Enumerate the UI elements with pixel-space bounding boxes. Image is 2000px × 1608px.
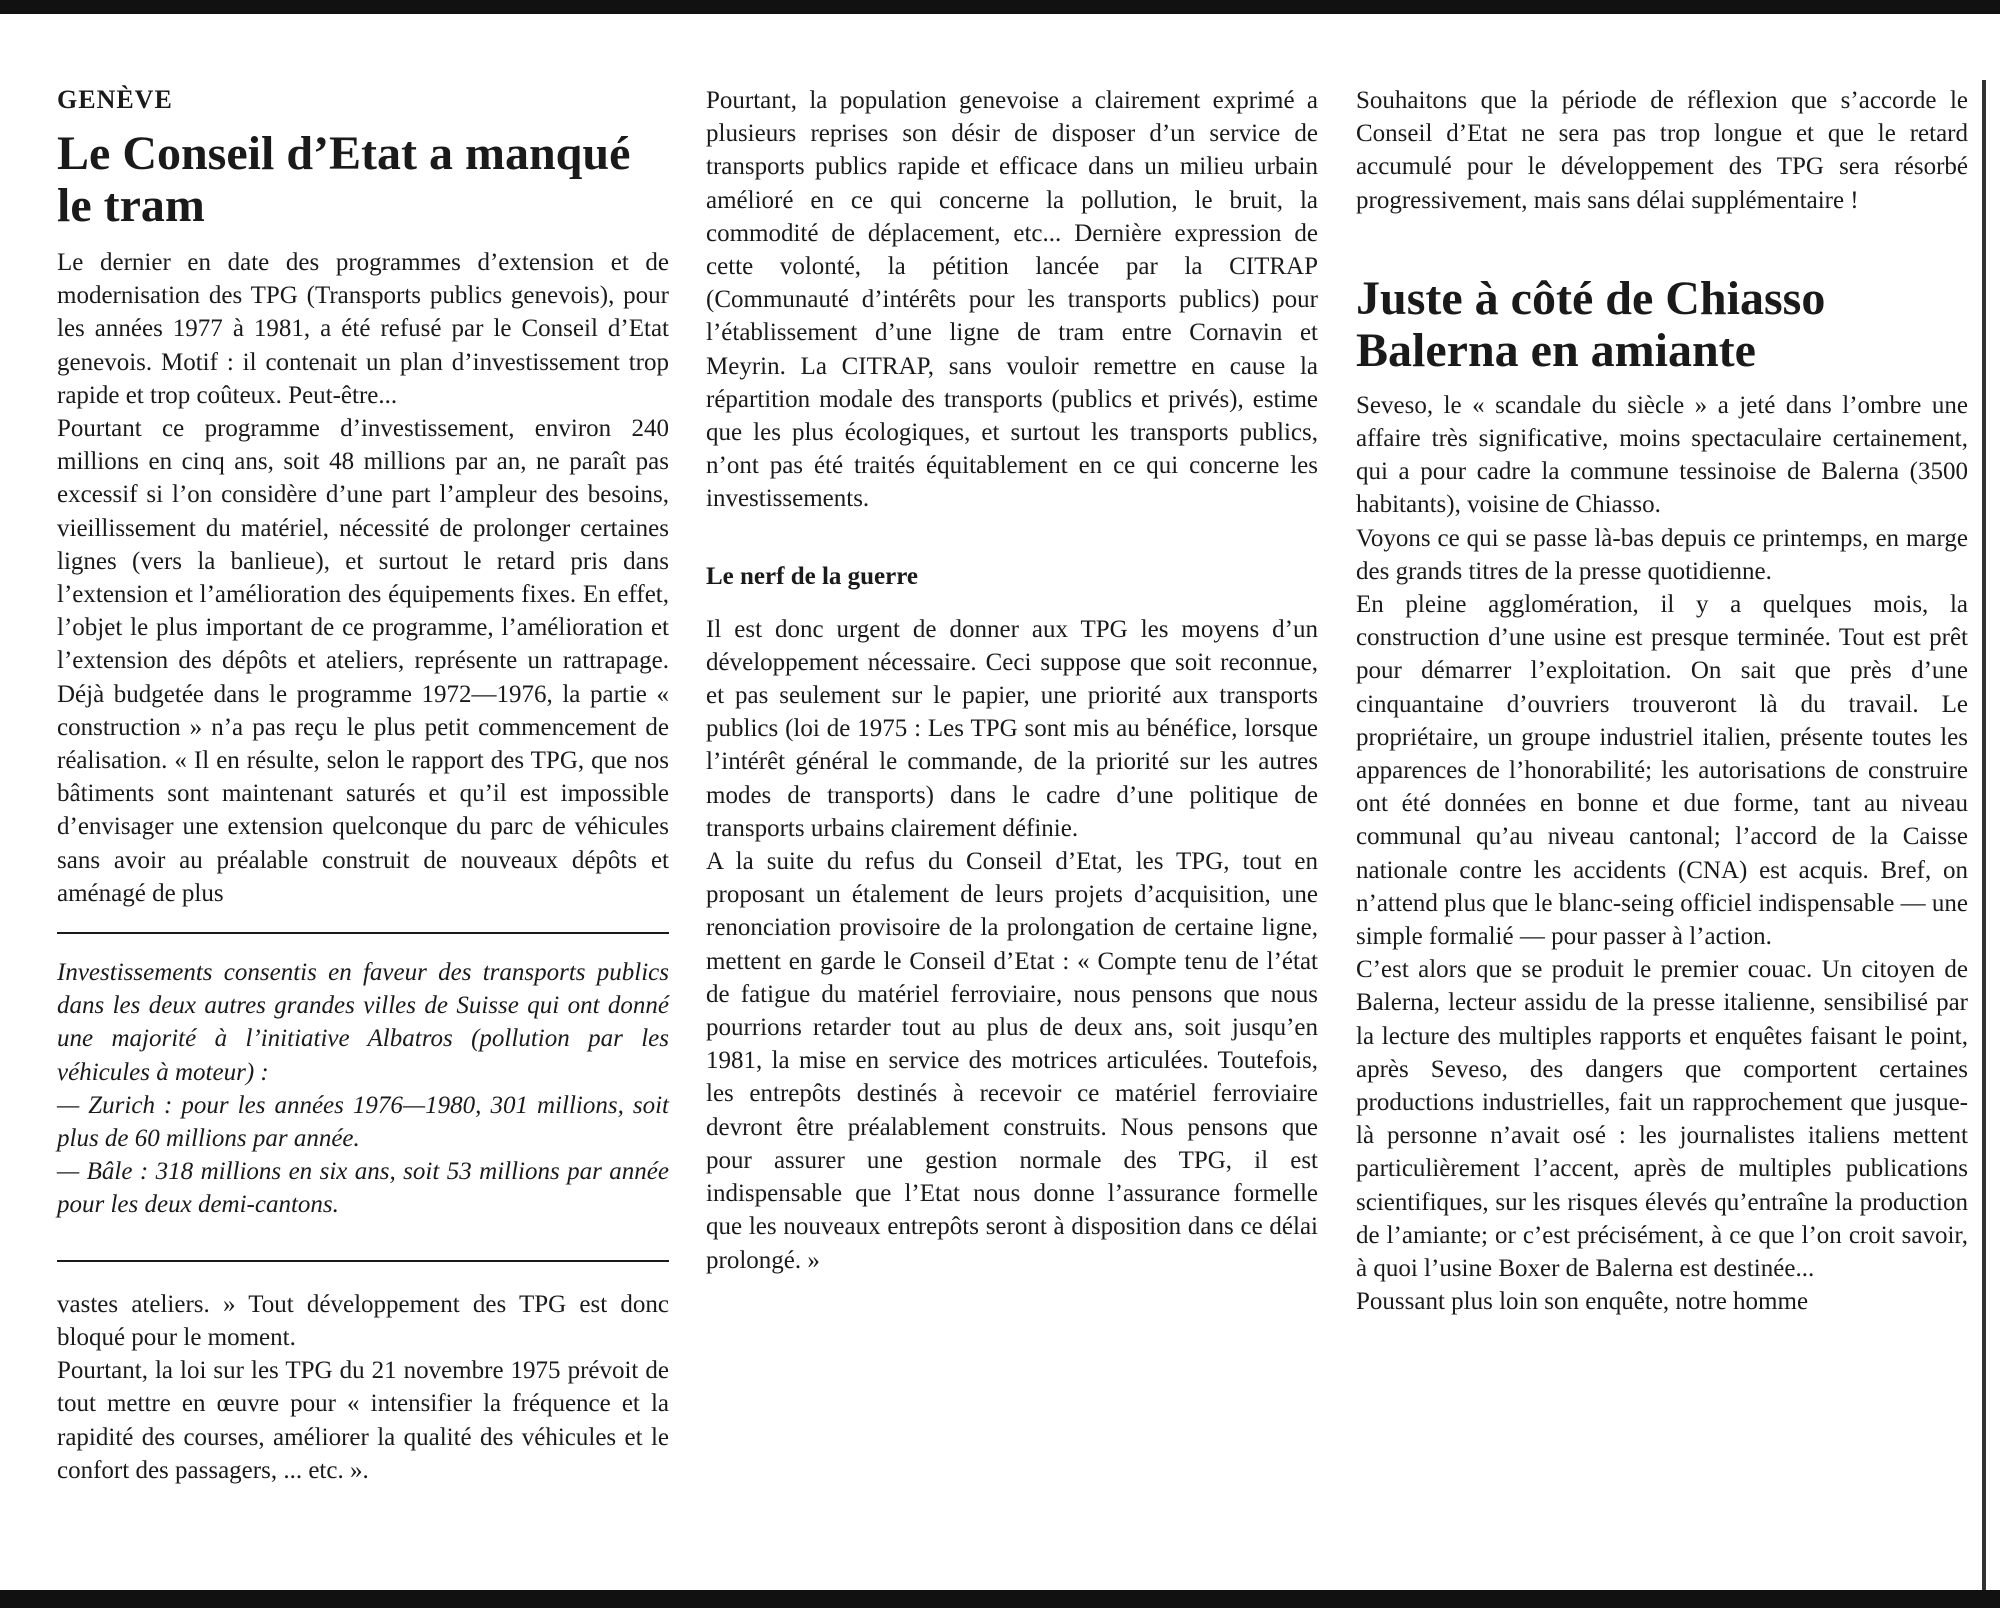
box-bale: — Bâle : 318 millions en six ans, soit 53 millions par année pour les deux demi-cantons.: [57, 1158, 669, 1219]
paragraph-6: Il est donc urgent de donner aux TPG les moyens d’un développement nécessaire. Ceci suppose que soit reconnue, et pas seulement sur le papier, une priorité aux transports publics (loi de 1975 : Les TPG sont mis au bénéfice, lorsque l’intérêt général le commande, de la priorité sur les autres modes de transports) dans le cadre d’une politique de transports urbains clairement définie.: [706, 615, 1318, 842]
paragraph-3: vastes ateliers. » Tout développement des TPG est donc bloqué pour le moment.: [57, 1290, 669, 1351]
article-kicker: GENÈVE: [57, 85, 173, 114]
investment-box: [57, 956, 669, 1222]
column-2: [706, 84, 1318, 1277]
article-headline: Le Conseil d’Etat a manqué le tram: [57, 127, 631, 232]
section-subhead: Le nerf de la guerre: [706, 562, 918, 590]
article2-paragraph-1: Seveso, le « scandale du siècle » a jeté dans l’ombre une affaire très significative, moins spectaculaire certainement, qui a pour cadre la commune tessinoise de Balerna (3500 habitants), voisine de Chiasso.: [1356, 391, 1968, 519]
box-zurich: — Zurich : pour les années 1976—1980, 301 millions, soit plus de 60 millions par année.: [57, 1091, 669, 1153]
paragraph-8: Souhaitons que la période de réflexion que s’accorde le Conseil d’Etat ne sera pas trop longue et que le retard accumulé pour le développement des TPG sera résorbé progressivement, mais sans délai supplémentaire !: [1356, 87, 1968, 214]
box-rule-top: [57, 932, 669, 934]
paragraph-7: A la suite du refus du Conseil d’Etat, les TPG, tout en proposant un étalement de leurs projets d’acquisition, une renonciation provisoire de la prolongation de certaine ligne, mettent en garde le Conseil d’Etat : « Compte tenu de l’état de fatigue du matériel ferroviaire, nous pensons que nous pourrions retarder tout au plus de deux ans, soit jusqu’en 1981, la mise en service des motrices articulées. Toutefois, les entrepôts destinés à recevoir ce matériel ferroviaire devront être préalablement construits. Nous pensons que pour assurer une gestion normale des TPG, il est indispensable que l’Etat nous donne l’assurance formelle que les nouveaux entrepôts seront à disposition dans ce délai prolongé. »: [706, 848, 1318, 1274]
paragraph-5: Pourtant, la population genevoise a clairement exprimé a plusieurs reprises son désir de disposer d’un service de transports publics rapide et efficace dans un milieu urbain amélioré en ce qui concerne la pollution, le bruit, la commodité de déplacement, etc... Dernière expression de cette volonté, la pétition lancée par la CITRAP (Communauté d’intérêts pour les transports publics) pour l’établissement d’une ligne de tram entre Cornavin et Meyrin. La CITRAP, sans vouloir remettre en cause la répartition modale des transports (publics et privés), estime que les plus écologiques, et surtout les transports publics, n’ont pas été traités équitablement en ce qui concerne les investissements.: [706, 87, 1318, 513]
box-rule-bottom: [57, 1260, 669, 1262]
column-3: [1356, 84, 1968, 1319]
bottom-border: [0, 1590, 2000, 1608]
box-intro: Investissements consentis en faveur des transports publics dans les deux autres grandes villes de Suisse qui ont donné une majorité à l’initiative Albatros (pollution par les véhicules à moteur) :: [57, 959, 669, 1086]
paragraph-2: Pourtant ce programme d’investissement, environ 240 millions en cinq ans, soit 48 millions par an, ne paraît pas excessif si l’on considère d’une part l’ampleur des besoins, vieillissement du matériel, nécessité de prolonger certaines lignes (vers la banlieue), et surtout le retard pris dans l’extension et l’amélioration des équipements fixes. En effet, l’objet le plus important de ce programme, l’amélioration et l’extension des dépôts et ateliers, représente un rattrapage. Déjà budgetée dans le programme 1972—1976, la partie « construction » n’a pas reçu le plus petit commencement de réalisation. « Il en résulte, selon le rapport des TPG, que nos bâtiments sont maintenant saturés et qu’il est impossible d’envisager une extension quelconque du parc de véhicules sans avoir au préalable construit de nouveaux dépôts et aménagé de plus: [57, 415, 669, 907]
article2-paragraph-4: C’est alors que se produit le premier couac. Un citoyen de Balerna, lecteur assidu de la presse italienne, sensibilisé par la lecture des multiples rapports et enquêtes faisant le point, après Seveso, des dangers que comportent certaines productions industrielles, fait un rapprochement que jusque-là personne n’avait osé : les journalistes italiens mettent particulièrement l’accent, après de multiples publications scientifiques, sur les risques élevés qu’entraîne la production de l’amiante; or c’est précisément, à ce que l’on croit savoir, à quoi l’usine Boxer de Balerna est destinée...: [1356, 956, 1968, 1283]
paragraph-4: Pourtant, la loi sur les TPG du 21 novembre 1975 prévoit de tout mettre en œuvre pour « intensifier la fréquence et la rapidité des courses, améliorer la qualité des véhicules et le confort des passagers, ... etc. ».: [57, 1357, 669, 1484]
top-border: [0, 0, 2000, 14]
page-edge: [1982, 80, 1986, 1590]
column-1: [57, 84, 669, 1487]
article2-paragraph-5: Poussant plus loin son enquête, notre homme: [1356, 1288, 1809, 1316]
article2-headline: Juste à côté de Chiasso Balerna en amiante: [1356, 271, 1826, 377]
paragraph-1: Le dernier en date des programmes d’extension et de modernisation des TPG (Transports publics genevois), pour les années 1977 à 1981, a été refusé par le Conseil d’Etat genevois. Motif : il contenait un plan d’investissement trop rapide et trop coûteux. Peut-être...: [57, 249, 669, 409]
article2-paragraph-2: Voyons ce qui se passe là-bas depuis ce printemps, en marge des grands titres de la presse quotidienne.: [1356, 524, 1968, 585]
article2-paragraph-3: En pleine agglomération, il y a quelques mois, la construction d’une usine est presque terminée. Tout est prêt pour démarrer l’exploitation. On sait que près d’une cinquantaine d’ouvriers trouveront là du travail. Le propriétaire, un groupe industriel italien, présente toutes les apparences de l’honorabilité; les autorisations de construire ont été données en bonne et due forme, tant au niveau communal qu’au niveau cantonal; l’accord de la Caisse nationale contre les accidents (CNA) est acquis. Bref, on n’attend plus que le blanc-seing officiel indispensable — une simple formalié — pour passer à l’action.: [1356, 591, 1968, 951]
